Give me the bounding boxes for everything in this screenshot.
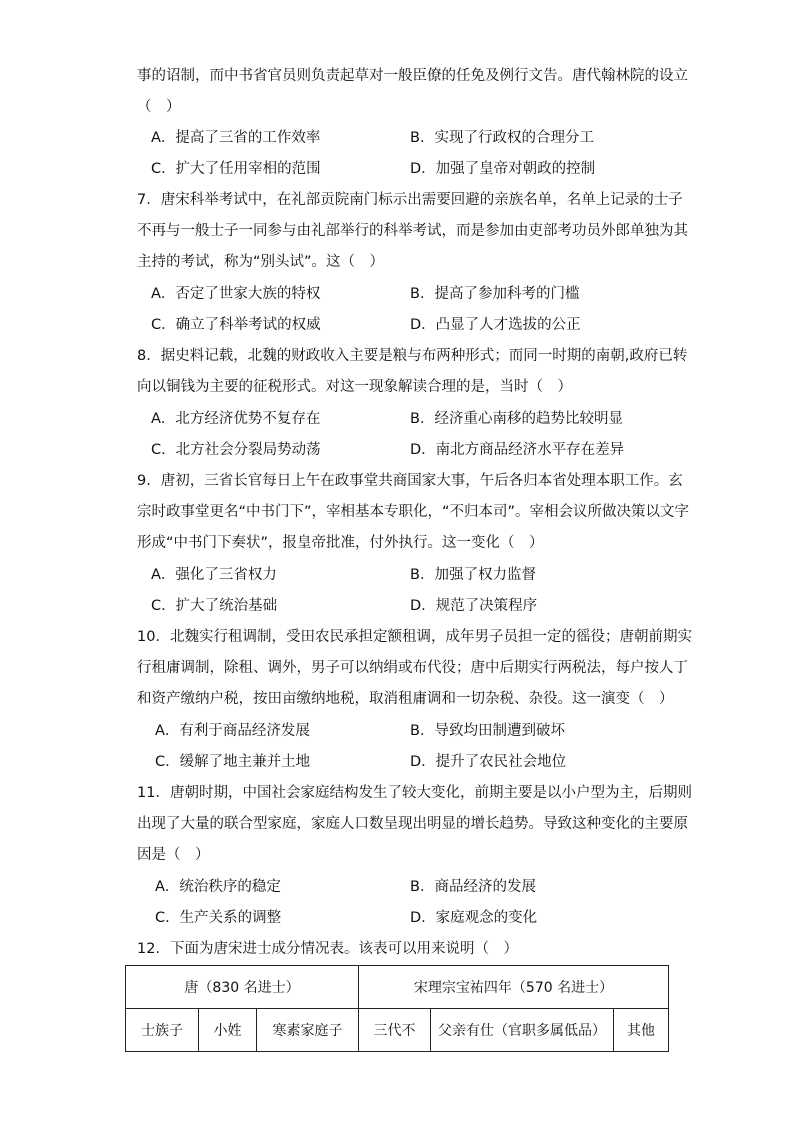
jinshi-composition-table (125, 965, 669, 1052)
table-row (126, 1009, 669, 1052)
q10-stem-line1: 10．北魏实行租调制，受田农民承担定额租调，成年男子员担一定的徭役；唐朝前期实 (137, 629, 692, 645)
q7-option-d: D．凸显了人才选拔的公正 (410, 317, 581, 333)
q10-option-c: C．缓解了地主兼并土地 (155, 754, 311, 770)
q8-option-b: B．经济重心南移的趋势比较明显 (410, 411, 623, 427)
q11-option-a: A．统治秩序的稳定 (155, 879, 281, 895)
table-cell: 小姓 (199, 1009, 257, 1052)
q8-stem-line1: 8．据史料记载，北魏的财政收入主要是粮与布两种形式；而同一时期的南朝,政府已转 (137, 348, 688, 364)
q8-option-a: A．北方经济优势不复存在 (151, 411, 321, 427)
q8-stem-line2: 向以铜钱为主要的征税形式。对这一现象解读合理的是，当时（ ） (137, 379, 572, 395)
q6-option-c: C．扩大了任用宰相的范围 (151, 161, 321, 177)
q7-option-c: C．确立了科举考试的权威 (151, 317, 321, 333)
q11-stem-line3: 因是（ ） (137, 847, 210, 863)
q11-option-d: D．家庭观念的变化 (410, 910, 538, 926)
q6-option-d: D．加强了皇帝对朝政的控制 (410, 161, 596, 177)
q11-option-c: C．生产关系的调整 (155, 910, 282, 926)
q7-stem-line3: 主持的考试，称为“别头试”。这（ ） (137, 254, 385, 270)
q7-stem-line2: 不再与一般士子一同参与由礼部举行的科举考试，而是参加由吏部考功员外郎单独为其 (137, 223, 688, 239)
q9-option-d: D．规范了决策程序 (410, 598, 538, 614)
q9-option-c: C．扩大了统治基础 (151, 598, 278, 614)
q10-option-b: B．导致均田制遭到破坏 (410, 723, 565, 739)
q8-option-d: D．南北方商品经济水平存在差异 (410, 442, 625, 458)
table-header-song: 宋理宗宝祐四年（570 名进士） (359, 966, 669, 1009)
q10-option-d: D．提升了农民社会地位 (410, 754, 567, 770)
q7-option-b: B．提高了参加科考的门槛 (410, 286, 580, 302)
table-cell: 其他 (614, 1009, 669, 1052)
q12-stem-line1: 12．下面为唐宋进士成分情况表。该表可以用来说明（ ） (137, 941, 518, 957)
q8-option-c: C．北方社会分裂局势动荡 (151, 442, 321, 458)
q6-option-a: A．提高了三省的工作效率 (151, 130, 321, 146)
table-header-row (126, 966, 669, 1009)
q10-option-a: A．有利于商品经济发展 (155, 723, 310, 739)
q6-stem-line2: （ ） (137, 99, 181, 115)
q7-stem-line1: 7．唐宋科举考试中，在礼部贡院南门标示出需要回避的亲族名单，名单上记录的士子 (137, 192, 683, 208)
q10-stem-line2: 行租庸调制，除租、调外，男子可以纳绢或布代役；唐中后期实行两税法，每户按人丁 (137, 660, 688, 676)
q11-stem-line2: 出现了大量的联合型家庭，家庭人口数呈现出明显的增长趋势。导致这种变化的主要原 (137, 816, 688, 832)
q10-stem-line3: 和资产缴纳户税，按田亩缴纳地税，取消租庸调和一切杂税、杂役。这一演变（ ） (137, 691, 674, 707)
table-cell: 寒素家庭子 (257, 1009, 359, 1052)
q9-stem-line3: 形成“中书门下奏状”，报皇帝批准，付外执行。这一变化（ ） (137, 535, 544, 551)
q6-stem-line1: 事的诏制，而中书省官员则负责起草对一般臣僚的任免及例行文告。唐代翰林院的设立 (137, 68, 688, 84)
q9-stem-line1: 9．唐初，三省长官每日上午在政事堂共商国家大事，午后各归本省处理本职工作。玄 (137, 473, 683, 489)
table-cell: 士族子 (126, 1009, 199, 1052)
table-header-tang: 唐（830 名进士） (126, 966, 359, 1009)
table-cell: 三代不 (359, 1009, 431, 1052)
q9-stem-line2: 宗时政事堂更名“中书门下”，宰相基本专职化，“不归本司”。宰相会议所做决策以文字 (137, 504, 690, 520)
table-cell: 父亲有仕（官职多属低品） (431, 1009, 614, 1052)
q6-option-b: B．实现了行政权的合理分工 (410, 130, 594, 146)
q9-option-b: B．加强了权力监督 (410, 567, 536, 583)
q11-stem-line1: 11．唐朝时期，中国社会家庭结构发生了较大变化，前期主要是以小户型为主，后期则 (137, 785, 692, 801)
q7-option-a: A．否定了世家大族的特权 (151, 286, 321, 302)
q9-option-a: A．强化了三省权力 (151, 567, 277, 583)
q11-option-b: B．商品经济的发展 (410, 879, 536, 895)
